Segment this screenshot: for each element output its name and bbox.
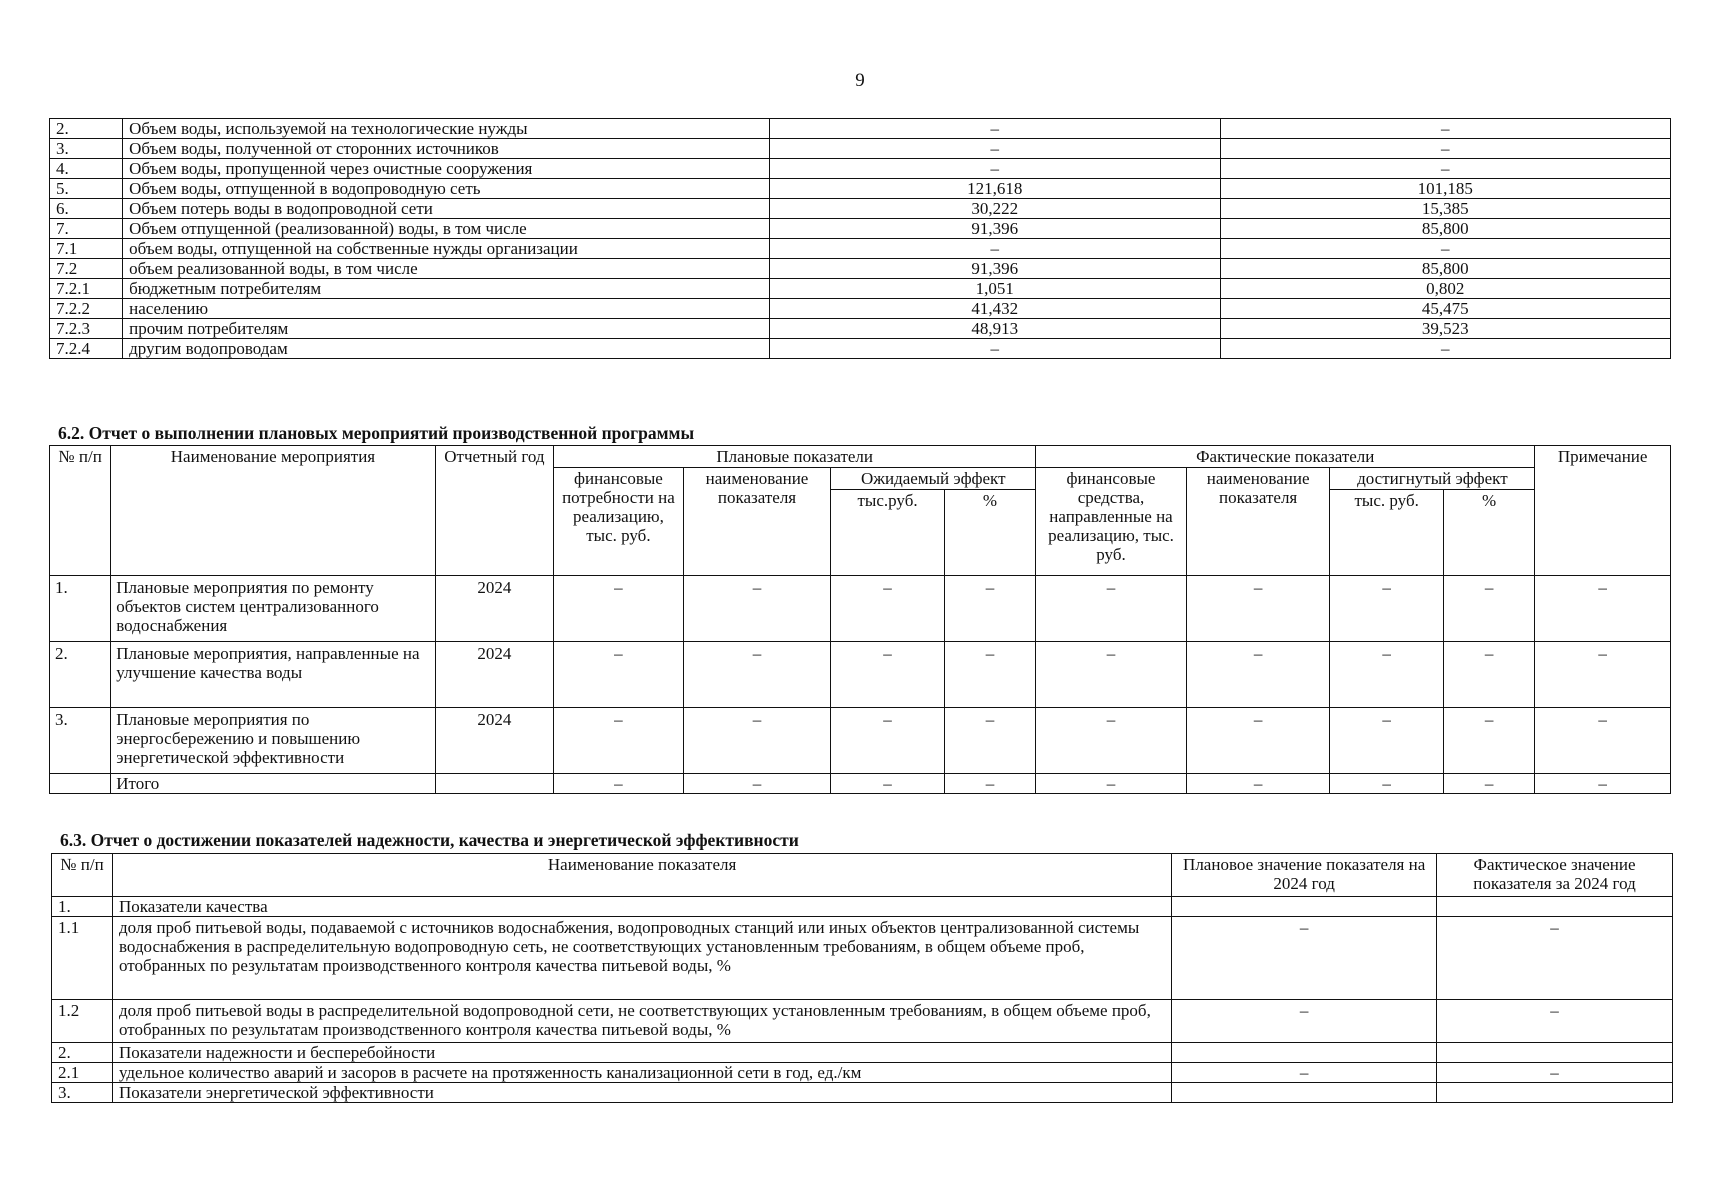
header-note: Примечание bbox=[1535, 446, 1671, 576]
water-balance-table bbox=[49, 118, 1671, 359]
row-name: другим водопроводам bbox=[123, 339, 770, 359]
measure-cell: – bbox=[683, 642, 831, 708]
header-plan-name: наименование показателя bbox=[683, 468, 831, 576]
measure-cell: – bbox=[1330, 708, 1443, 774]
measure-name: Плановые мероприятия по энергосбережению и повышению энергетической эффективности bbox=[111, 708, 435, 774]
measure-cell: – bbox=[1036, 642, 1187, 708]
measure-cell: – bbox=[554, 774, 684, 794]
indicator-number: 2. bbox=[52, 1043, 113, 1063]
indicator-plan: – bbox=[1172, 917, 1437, 1000]
indicator-name: Показатели энергетической эффективности bbox=[112, 1083, 1171, 1103]
indicator-plan bbox=[1172, 897, 1437, 917]
row-number: 5. bbox=[50, 179, 123, 199]
measure-number: 1. bbox=[50, 576, 111, 642]
indicator-name: Показатели качества bbox=[112, 897, 1171, 917]
measure-cell: – bbox=[831, 774, 944, 794]
row-number: 7.2.2 bbox=[50, 299, 123, 319]
row-value-plan: 121,618 bbox=[770, 179, 1220, 199]
measure-cell: – bbox=[831, 708, 944, 774]
table-row bbox=[50, 279, 1671, 299]
header-plan-fin: финансовые потребности на реализацию, тыс. руб. bbox=[554, 468, 684, 576]
measure-cell: – bbox=[1330, 642, 1443, 708]
table-row bbox=[50, 159, 1671, 179]
measure-year: 2024 bbox=[435, 708, 554, 774]
header-plan-rub: тыс.руб. bbox=[831, 490, 944, 576]
row-number: 2. bbox=[50, 119, 123, 139]
indicator-name: Показатели надежности и бесперебойности bbox=[112, 1043, 1171, 1063]
row-value-plan: – bbox=[770, 239, 1220, 259]
indicator-number: 1. bbox=[52, 897, 113, 917]
row-value-fact: – bbox=[1220, 119, 1670, 139]
header-fact-pct: % bbox=[1443, 490, 1534, 576]
table-row bbox=[50, 576, 1671, 642]
indicator-number: 1.1 bbox=[52, 917, 113, 1000]
table-row bbox=[52, 1083, 1673, 1103]
row-value-plan: – bbox=[770, 159, 1220, 179]
row-name: Объем отпущенной (реализованной) воды, в том числе bbox=[123, 219, 770, 239]
row-name: Объем потерь воды в водопроводной сети bbox=[123, 199, 770, 219]
measure-cell: – bbox=[1330, 774, 1443, 794]
header-plan-group: Плановые показатели bbox=[554, 446, 1036, 468]
row-name: Объем воды, отпущенной в водопроводную сеть bbox=[123, 179, 770, 199]
header-measure-name: Наименование мероприятия bbox=[111, 446, 435, 576]
table-row bbox=[52, 897, 1673, 917]
row-number: 7.2.3 bbox=[50, 319, 123, 339]
measure-cell: – bbox=[554, 576, 684, 642]
row-number: 7.1 bbox=[50, 239, 123, 259]
table-row bbox=[50, 239, 1671, 259]
table-row bbox=[52, 917, 1673, 1000]
table-row bbox=[50, 259, 1671, 279]
indicator-fact bbox=[1437, 1043, 1673, 1063]
indicator-name: доля проб питьевой воды, подаваемой с источников водоснабжения, водопроводных станций или иных объектов централизованной системы водоснабжения в распределительную водопроводную сеть, не соответствующих установленным требованиям, в общем объеме проб, отобранных по результатам производственного контроля качества питьевой воды, % bbox=[112, 917, 1171, 1000]
row-value-plan: 91,396 bbox=[770, 259, 1220, 279]
measure-cell: – bbox=[944, 708, 1035, 774]
measure-cell: – bbox=[1186, 642, 1330, 708]
measure-number: 2. bbox=[50, 642, 111, 708]
indicator-fact: – bbox=[1437, 917, 1673, 1000]
row-number: 3. bbox=[50, 139, 123, 159]
measure-number: 3. bbox=[50, 708, 111, 774]
header-num: № п/п bbox=[52, 854, 113, 897]
measure-cell: – bbox=[1186, 708, 1330, 774]
measure-cell: – bbox=[1036, 774, 1187, 794]
measure-cell: – bbox=[944, 576, 1035, 642]
header-fact-group: Фактические показатели bbox=[1036, 446, 1535, 468]
measure-name: Плановые мероприятия по ремонту объектов систем централизованного водоснабжения bbox=[111, 576, 435, 642]
row-value-fact: 39,523 bbox=[1220, 319, 1670, 339]
row-number: 7.2.4 bbox=[50, 339, 123, 359]
indicator-number: 2.1 bbox=[52, 1063, 113, 1083]
measure-cell: – bbox=[1330, 576, 1443, 642]
header-plan-pct: % bbox=[944, 490, 1035, 576]
row-name: объем воды, отпущенной на собственные нужды организации bbox=[123, 239, 770, 259]
row-value-fact: 45,475 bbox=[1220, 299, 1670, 319]
row-value-fact: – bbox=[1220, 139, 1670, 159]
table-row bbox=[50, 774, 1671, 794]
measure-cell: – bbox=[1443, 774, 1534, 794]
measure-cell: – bbox=[944, 642, 1035, 708]
table-row bbox=[50, 319, 1671, 339]
indicator-name: удельное количество аварий и засоров в расчете на протяженность канализационной сети в год, ед./км bbox=[112, 1063, 1171, 1083]
header-report-year: Отчетный год bbox=[435, 446, 554, 576]
table-row bbox=[50, 299, 1671, 319]
row-name: прочим потребителям bbox=[123, 319, 770, 339]
measure-cell: – bbox=[1535, 774, 1671, 794]
row-number: 7. bbox=[50, 219, 123, 239]
header-fact-effect: достигнутый эффект bbox=[1330, 468, 1535, 490]
row-value-fact: – bbox=[1220, 159, 1670, 179]
indicator-fact: – bbox=[1437, 1063, 1673, 1083]
measure-cell: – bbox=[1036, 708, 1187, 774]
header-fact-rub: тыс. руб. bbox=[1330, 490, 1443, 576]
row-value-plan: 41,432 bbox=[770, 299, 1220, 319]
indicator-plan bbox=[1172, 1043, 1437, 1063]
indicator-name: доля проб питьевой воды в распределительной водопроводной сети, не соответствующих установленным требованиям, в общем объеме проб, отобранных по результатам производственного контроля качества питьевой воды, % bbox=[112, 1000, 1171, 1043]
section-6-2-title: 6.2. Отчет о выполнении плановых мероприятий производственной программы bbox=[58, 423, 695, 443]
measure-year bbox=[435, 774, 554, 794]
measure-name: Итого bbox=[111, 774, 435, 794]
measure-cell: – bbox=[1535, 708, 1671, 774]
measure-cell: – bbox=[831, 642, 944, 708]
row-value-fact: 85,800 bbox=[1220, 259, 1670, 279]
measure-name: Плановые мероприятия, направленные на улучшение качества воды bbox=[111, 642, 435, 708]
row-value-fact: – bbox=[1220, 239, 1670, 259]
header-plan-value: Плановое значение показателя на 2024 год bbox=[1172, 854, 1437, 897]
measure-number bbox=[50, 774, 111, 794]
row-value-plan: 1,051 bbox=[770, 279, 1220, 299]
row-value-fact: 0,802 bbox=[1220, 279, 1670, 299]
row-name: Объем воды, пропущенной через очистные сооружения bbox=[123, 159, 770, 179]
measure-cell: – bbox=[1443, 708, 1534, 774]
indicator-fact bbox=[1437, 1083, 1673, 1103]
row-number: 7.2.1 bbox=[50, 279, 123, 299]
row-value-plan: 91,396 bbox=[770, 219, 1220, 239]
row-value-fact: 101,185 bbox=[1220, 179, 1670, 199]
measure-cell: – bbox=[1535, 576, 1671, 642]
measure-cell: – bbox=[1535, 642, 1671, 708]
table-row bbox=[50, 139, 1671, 159]
table-row bbox=[52, 1000, 1673, 1043]
table-row bbox=[52, 1043, 1673, 1063]
row-number: 6. bbox=[50, 199, 123, 219]
header-fact-value: Фактическое значение показателя за 2024 год bbox=[1437, 854, 1673, 897]
row-name: Объем воды, полученной от сторонних источников bbox=[123, 139, 770, 159]
header-fact-name: наименование показателя bbox=[1186, 468, 1330, 576]
measure-cell: – bbox=[1186, 576, 1330, 642]
row-value-plan: – bbox=[770, 119, 1220, 139]
table-row bbox=[50, 199, 1671, 219]
measure-cell: – bbox=[944, 774, 1035, 794]
measure-cell: – bbox=[1443, 642, 1534, 708]
row-value-plan: 48,913 bbox=[770, 319, 1220, 339]
header-indicator-name: Наименование показателя bbox=[112, 854, 1171, 897]
row-value-plan: – bbox=[770, 339, 1220, 359]
row-value-plan: 30,222 bbox=[770, 199, 1220, 219]
indicator-fact bbox=[1437, 897, 1673, 917]
measure-cell: – bbox=[1036, 576, 1187, 642]
table-row bbox=[50, 119, 1671, 139]
table-row bbox=[50, 642, 1671, 708]
measure-cell: – bbox=[554, 708, 684, 774]
table-row bbox=[50, 708, 1671, 774]
indicator-number: 3. bbox=[52, 1083, 113, 1103]
measure-cell: – bbox=[683, 774, 831, 794]
header-num: № п/п bbox=[50, 446, 111, 576]
indicator-plan: – bbox=[1172, 1063, 1437, 1083]
indicator-plan: – bbox=[1172, 1000, 1437, 1043]
page-number: 9 bbox=[855, 70, 865, 91]
indicator-fact: – bbox=[1437, 1000, 1673, 1043]
row-value-plan: – bbox=[770, 139, 1220, 159]
row-name: бюджетным потребителям bbox=[123, 279, 770, 299]
header-fact-fin: финансовые средства, направленные на реализацию, тыс. руб. bbox=[1036, 468, 1187, 576]
row-value-fact: 85,800 bbox=[1220, 219, 1670, 239]
row-name: населению bbox=[123, 299, 770, 319]
indicator-plan bbox=[1172, 1083, 1437, 1103]
measure-cell: – bbox=[683, 708, 831, 774]
row-value-fact: 15,385 bbox=[1220, 199, 1670, 219]
measure-year: 2024 bbox=[435, 642, 554, 708]
measure-cell: – bbox=[683, 576, 831, 642]
indicator-number: 1.2 bbox=[52, 1000, 113, 1043]
row-value-fact: – bbox=[1220, 339, 1670, 359]
table-row bbox=[52, 1063, 1673, 1083]
table-row bbox=[50, 339, 1671, 359]
row-number: 7.2 bbox=[50, 259, 123, 279]
table-row bbox=[50, 179, 1671, 199]
measure-year: 2024 bbox=[435, 576, 554, 642]
measure-cell: – bbox=[554, 642, 684, 708]
section-6-3-title: 6.3. Отчет о достижении показателей надежности, качества и энергетической эффективности bbox=[60, 830, 799, 850]
measure-cell: – bbox=[1443, 576, 1534, 642]
row-name: объем реализованной воды, в том числе bbox=[123, 259, 770, 279]
measure-cell: – bbox=[831, 576, 944, 642]
planned-measures-table bbox=[49, 445, 1671, 794]
row-number: 4. bbox=[50, 159, 123, 179]
table-row bbox=[50, 219, 1671, 239]
header-plan-effect: Ожидаемый эффект bbox=[831, 468, 1036, 490]
indicators-table bbox=[51, 853, 1673, 1103]
row-name: Объем воды, используемой на технологические нужды bbox=[123, 119, 770, 139]
measure-cell: – bbox=[1186, 774, 1330, 794]
